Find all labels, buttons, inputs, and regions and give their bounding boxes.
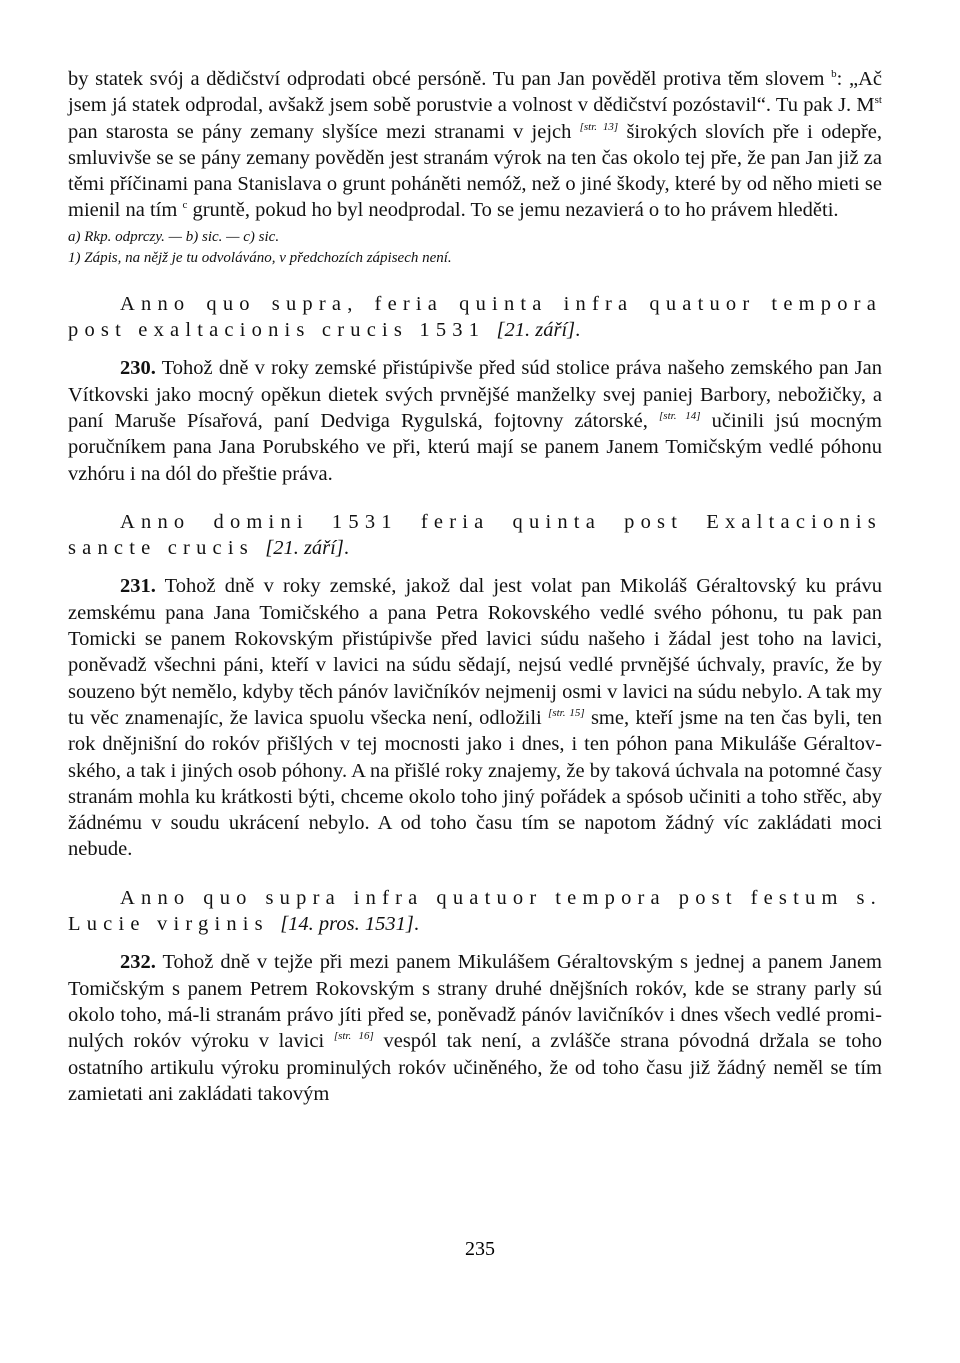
opening-text-d: širokých slovích pře i odepře, smluvivše se se pány zemany pověděn jest stranám výrok na ten čas okolo tej pře, že pan Jan již za těmi příčinami pana Stanislava o grunt poháněti nemóž, než o jiné škody, které by od něho mieti se mienil na tím bbox=[68, 120, 882, 222]
entry-number: 232. bbox=[120, 951, 156, 974]
entry-number: 231. bbox=[120, 575, 156, 598]
page-reference: [str. 13] bbox=[579, 120, 619, 133]
heading-text: Anno domini 1531 feria quinta post Exaltacionis sancte crucis bbox=[68, 510, 882, 560]
page-reference: [str. 16] bbox=[333, 1030, 374, 1043]
entry-text-b: učinili jsú mocným poručníkem pana Jana Porubského ve při, kterú mají se panem Janem Tomičským vedlé póhonu vzhóru i na dól do přeštie práva. bbox=[68, 409, 882, 485]
heading-text: Anno quo supra, feria quinta infra quatuor tempora post exaltacionis crucis 1531 bbox=[68, 292, 882, 342]
opening-paragraph bbox=[68, 66, 882, 224]
heading-text: Anno quo supra infra quatuor tempora post festum s. Lucie virginis bbox=[68, 886, 882, 936]
page-reference: [str. 15] bbox=[548, 707, 585, 720]
entry-text-a: Tohož dně v roky zemské, jakož dal jest volat pan Mikoláš Géraltovský ku právu zemskému pana Jana Tomičského a pana Petra Rokovského vedlé svého póhonu, tu pak pan Tomicki se panem Rokovským přistúpivše před lavici súdu našeho i žádal jest toho na lavici, poněvadž všechni páni, kteří v lavici na súdu sědají, nejsú vedlé prvnějšé úchvaly, pravíc, že by souzeno být nemělo, kdyby těch pánóv lavičníkóv nejmenij osmi v lavici na súdu nebylo. A tak my tu věc znamenajíc, že lavica spuolu všecka není, odložili bbox=[68, 575, 882, 729]
abbrev-superscript: st bbox=[874, 94, 882, 107]
heading-date: [21. září] bbox=[265, 537, 344, 560]
footnote-note: 1) Zápis, na nějž je tu odvoláváno, v předchozích zápisech není. bbox=[68, 249, 452, 266]
heading-end: . bbox=[575, 319, 581, 342]
entry-text-b: sme, kteří jsme na ten čas byli, ten rok dnějnišní do rokóv přišlých v tej mocnosti jako i dnes, i ten póhon pana Mikuláše Géraltovského, a tak i jiných osob póhony. A na přišlé roky znajemy, že by taková úchvala na potomné časy stranám mohla ku krátkosti býti, chceme okolo toho jiný pořádek a spósob učiniti a toho střěc, aby žádnému v soudu ukrácení nebylo. A od toho času tím se napotom žádný víc zakládati moci nebude. bbox=[68, 706, 883, 861]
section-heading-230 bbox=[68, 291, 882, 344]
opening-text-e: gruntě, pokud ho byl neodprodal. To se jemu nezavierá o to ho právem hleděti. bbox=[187, 199, 839, 222]
entry-text-a: Tohož dně v roky zemské přistúpivše před súd stolice práva našeho zemského pan Jan Vítkovski jako mocný opěkun dietek svých prvnějšé manželky svej paniej Barbory, nebožičky, a paní Maruše Písařová, paní Dedviga Rygulská, fojtovny zátorské, bbox=[68, 357, 882, 432]
heading-end: . bbox=[413, 913, 419, 936]
entry-232 bbox=[68, 949, 882, 1107]
entry-231 bbox=[68, 573, 882, 862]
footnote-mark-c: c bbox=[182, 199, 188, 212]
section-heading-231 bbox=[68, 509, 882, 562]
section-heading-232 bbox=[68, 885, 882, 938]
entry-text-b: vespól tak není, a zvlášče strana póvodná držala se toho ostatního artikulu výroku prominulých rokóv učiněného, že od toho času již žádný neměl se tím zamietati ani zakládati takovým bbox=[68, 1030, 882, 1105]
opening-text-a: by statek svój a dědičství odprodati obcé persóně. Tu pan Jan pověděl protiva těm slovem bbox=[68, 68, 832, 90]
document-page bbox=[68, 66, 882, 1107]
entry-number: 230. bbox=[120, 357, 156, 380]
opening-text-c: pan starosta se pány zemany slyšíce mezi stranami v jejch bbox=[68, 120, 580, 143]
opening-text-b: : „Ač jsem já statek odprodal, avšakž jsem sobě porustvie a volnost v dědičství pozóstavil“. Tu pak J. M bbox=[68, 68, 882, 117]
footnote-variants: a) Rkp. odprczy. — b) sic. — c) sic. bbox=[68, 228, 280, 245]
page-reference: [str. 14] bbox=[659, 410, 701, 423]
page-number: 235 bbox=[465, 1238, 495, 1260]
heading-date: [21. září] bbox=[496, 319, 576, 342]
heading-end: . bbox=[343, 537, 349, 560]
entry-text-a: Tohož dně v tejže při mezi panem Mikulášem Géraltovským s jednej a panem Janem Tomičským s panem Petrem Rokovským s strany druhé dnějšních rokóv, kde se strany parly sú okolo toho, má-li stranám právo jíti před se, poněvadž pánóv lavičníkóv i dnes všech vedlé prominulých rokóv výroku v lavici bbox=[68, 951, 882, 1053]
heading-date: [14. pros. 1531] bbox=[280, 913, 414, 936]
footnote-mark-b: b bbox=[831, 68, 837, 81]
entry-230 bbox=[68, 355, 882, 486]
